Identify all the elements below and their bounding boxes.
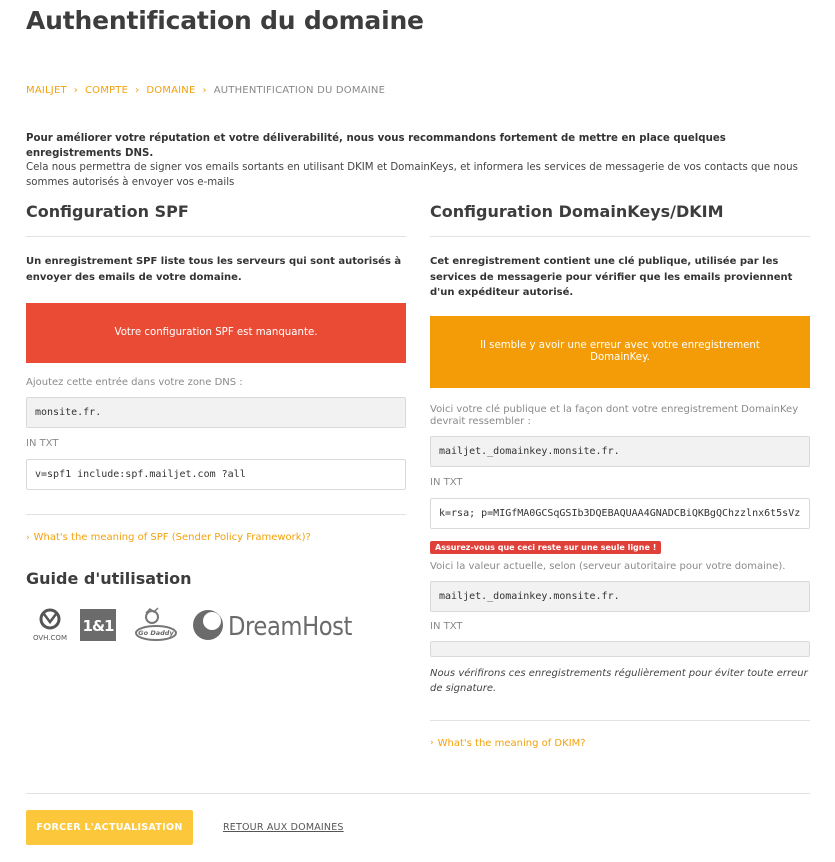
dkim-warning-row	[430, 535, 810, 554]
ovh-logo[interactable]	[32, 606, 68, 644]
spf-description: Un enregistrement SPF liste tous les serveurs qui sont autorisés à envoyer des emails de votre domaine.	[26, 256, 402, 283]
dkim-current-host-field[interactable]: mailjet._domainkey.monsite.fr.	[430, 581, 810, 612]
dkim-key-label: Voici votre clé publique et la façon dont votre enregistrement DomainKey devrait ressembler :	[430, 403, 799, 427]
dkim-description: Cet enregistrement contient une clé publique, utilisée par les services de messagerie pour vérifier que les emails proviennent d'un expéditeur autorisé.	[430, 256, 793, 298]
force-refresh-button[interactable]: FORCER L'ACTUALISATION	[26, 810, 193, 845]
spf-dns-label: Ajoutez cette entrée dans votre zone DNS :	[26, 377, 243, 388]
dkim-current-value-field[interactable]	[430, 641, 810, 657]
intro-body: Cela nous permettra de signer vos emails sortants en utilisant DKIM et DomainKeys, et informera les services de messagerie de vos contacts que nous sommes autorisés à envoyer vos e-mails	[26, 162, 798, 188]
breadcrumb	[26, 85, 385, 96]
intro-text	[26, 132, 816, 190]
ovh-caption: OVH.COM	[33, 634, 67, 642]
provider-logos	[26, 606, 406, 644]
godaddy-caption: Go Daddy	[138, 629, 174, 637]
spf-host-field[interactable]: monsite.fr.	[26, 397, 406, 428]
page-title: Authentification du domaine	[26, 6, 424, 35]
chevron-right-icon: ›	[135, 85, 140, 96]
spf-divider	[26, 514, 406, 515]
dkim-title: Configuration DomainKeys/DKIM	[430, 202, 810, 237]
dkim-current-label: Voici la valeur actuelle, selon (serveur autoritaire pour votre domaine).	[430, 560, 786, 572]
chevron-right-icon: ›	[430, 738, 434, 748]
back-to-domains-link[interactable]: RETOUR AUX DOMAINES	[223, 822, 344, 833]
chevron-right-icon: ›	[73, 85, 78, 96]
spf-record-field[interactable]: v=spf1 include:spf.mailjet.com ?all	[26, 459, 406, 490]
spf-title: Configuration SPF	[26, 202, 406, 237]
dkim-help-link[interactable]	[430, 738, 810, 749]
spf-section	[26, 202, 406, 644]
dreamhost-logo[interactable]	[192, 608, 354, 642]
dreamhost-caption: DreamHost	[228, 612, 353, 642]
dkim-host-field[interactable]: mailjet._domainkey.monsite.fr.	[430, 436, 810, 467]
dkim-record-field[interactable]: k=rsa; p=MIGfMA0GCSqGSIb3DQEBAQUAA4GNADCBiQKBgQChzzlnx6t5sVz	[430, 498, 810, 529]
footer-divider	[26, 793, 810, 794]
spf-alert: Votre configuration SPF est manquante.	[26, 303, 406, 363]
breadcrumb-current: AUTHENTIFICATION DU DOMAINE	[213, 85, 386, 96]
chevron-right-icon: ›	[26, 532, 30, 543]
1and1-caption: 1&1	[82, 617, 114, 635]
dkim-type-label: IN TXT	[430, 476, 463, 488]
spf-type-label: IN TXT	[26, 438, 59, 449]
godaddy-logo[interactable]	[134, 607, 178, 643]
breadcrumb-domaine[interactable]: DOMAINE	[146, 85, 196, 96]
intro-bold: Pour améliorer votre réputation et votre déliverabilité, nous vous recommandons fortement de mettre en place quelques enregistrements DNS.	[26, 133, 726, 159]
1and1-logo[interactable]	[80, 609, 116, 641]
dkim-warning-badge: Assurez-vous que ceci reste sur une seule ligne !	[430, 541, 661, 554]
breadcrumb-compte[interactable]: COMPTE	[84, 85, 129, 96]
breadcrumb-mailjet[interactable]: MAILJET	[26, 85, 67, 96]
spf-help-link[interactable]	[26, 532, 406, 543]
dkim-help-text: What's the meaning of DKIM?	[437, 737, 586, 749]
chevron-right-icon: ›	[202, 85, 207, 96]
dkim-section	[430, 202, 810, 749]
dkim-note: Nous vérifirons ces enregistrements régulièrement pour éviter toute erreur de signature.	[430, 667, 808, 694]
spf-help-text: What's the meaning of SPF (Sender Policy Framework)?	[33, 532, 311, 543]
guide-title: Guide d'utilisation	[26, 569, 192, 588]
dkim-current-type-label: IN TXT	[430, 620, 463, 632]
dkim-divider	[430, 720, 810, 721]
dkim-alert: Il semble y avoir une erreur avec votre enregistrement DomainKey.	[430, 316, 810, 388]
